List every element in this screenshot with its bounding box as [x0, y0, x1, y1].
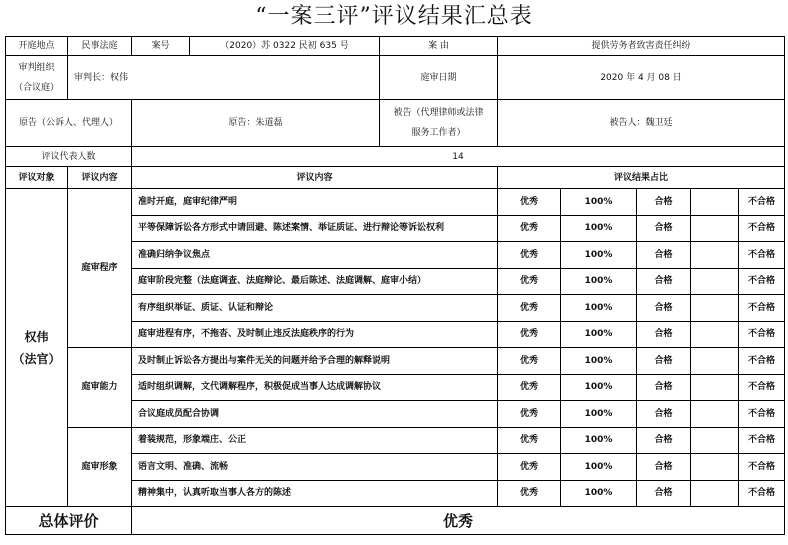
pass-percent-cell: [691, 268, 739, 295]
table-row: [6, 189, 785, 216]
reviewers-label: 评议代表人数: [6, 147, 132, 167]
overall-row: [6, 507, 785, 535]
pass-cell: 合格: [637, 215, 691, 242]
header-row-panel: [6, 56, 785, 100]
item-text: 着装规范，形象端庄、公正: [132, 427, 498, 454]
percent-cell: 100%: [561, 427, 637, 454]
header-row-location: [6, 37, 785, 56]
defendant-value: 被告人：魏卫廷: [498, 100, 785, 147]
pass-cell: 合格: [637, 189, 691, 216]
evaluation-table: [5, 36, 785, 535]
panel-value: 审判长：权伟: [68, 56, 380, 100]
panel-label-line2: （合议庭）: [13, 82, 59, 93]
trial-date-value: 2020 年 4 月 08 日: [498, 56, 785, 100]
fail-cell: 不合格: [739, 189, 785, 216]
grade-cell: 优秀: [498, 268, 561, 295]
percent-cell: 100%: [561, 454, 637, 481]
case-no-label: 案号: [132, 37, 190, 56]
panel-label-line1: 审判组织: [18, 62, 55, 73]
grade-cell: 优秀: [498, 295, 561, 322]
fail-cell: 不合格: [739, 242, 785, 269]
table-row: [6, 348, 785, 375]
court-value: 民事法庭: [68, 37, 132, 56]
col-object-header: 评议对象: [6, 167, 68, 189]
percent-cell: 100%: [561, 189, 637, 216]
panel-label: [6, 56, 68, 100]
col-items-header: 评议内容: [132, 167, 498, 189]
grade-cell: 优秀: [498, 215, 561, 242]
trial-date-label: 庭审日期: [380, 56, 498, 100]
evaluation-rows: [6, 189, 785, 507]
evaluated-person: [6, 189, 68, 507]
pass-cell: 合格: [637, 242, 691, 269]
header-row-reviewers: [6, 147, 785, 167]
overall-label: 总体评价: [6, 507, 132, 535]
item-text: 及时制止诉讼各方提出与案件无关的问题并给予合理的解释说明: [132, 348, 498, 375]
evaluated-person-role: （法官）: [12, 351, 61, 366]
col-ratio-header: 评议结果占比: [498, 167, 785, 189]
pass-percent-cell: [691, 295, 739, 322]
percent-cell: 100%: [561, 348, 637, 375]
table-row: [6, 427, 785, 454]
pass-percent-cell: [691, 189, 739, 216]
pass-cell: 合格: [637, 321, 691, 348]
fail-cell: 不合格: [739, 374, 785, 401]
grade-cell: 优秀: [498, 348, 561, 375]
column-header-row: [6, 167, 785, 189]
percent-cell: 100%: [561, 242, 637, 269]
pass-cell: 合格: [637, 454, 691, 481]
reviewers-value: 14: [132, 147, 785, 167]
plaintiff-label: 原告（公诉人、代理人）: [6, 100, 132, 147]
pass-percent-cell: [691, 242, 739, 269]
pass-percent-cell: [691, 427, 739, 454]
item-text: 庭审进程有序，不拖沓、及时制止违反法庭秩序的行为: [132, 321, 498, 348]
pass-percent-cell: [691, 401, 739, 428]
case-no-value: （2020）苏 0322 民初 635 号: [190, 37, 380, 56]
percent-cell: 100%: [561, 321, 637, 348]
fail-cell: 不合格: [739, 427, 785, 454]
percent-cell: 100%: [561, 268, 637, 295]
grade-cell: 优秀: [498, 454, 561, 481]
fail-cell: 不合格: [739, 268, 785, 295]
pass-cell: 合格: [637, 427, 691, 454]
plaintiff-value: 原告：朱道磊: [132, 100, 380, 147]
percent-cell: 100%: [561, 401, 637, 428]
grade-cell: 优秀: [498, 427, 561, 454]
col-content-header: 评议内容: [68, 167, 132, 189]
item-text: 有序组织举证、质证、认证和辩论: [132, 295, 498, 322]
fail-cell: 不合格: [739, 215, 785, 242]
grade-cell: 优秀: [498, 189, 561, 216]
percent-cell: 100%: [561, 480, 637, 507]
pass-percent-cell: [691, 480, 739, 507]
defendant-label: [380, 100, 498, 147]
fail-cell: 不合格: [739, 480, 785, 507]
group-name: 庭审程序: [68, 189, 132, 348]
percent-cell: 100%: [561, 295, 637, 322]
overall-value: 优秀: [132, 507, 785, 535]
grade-cell: 优秀: [498, 480, 561, 507]
item-text: 精神集中，认真听取当事人各方的陈述: [132, 480, 498, 507]
item-text: 准时开庭，庭审纪律严明: [132, 189, 498, 216]
pass-percent-cell: [691, 454, 739, 481]
defendant-label-line1: 被告（代理律师或法律: [393, 108, 484, 118]
percent-cell: 100%: [561, 374, 637, 401]
pass-cell: 合格: [637, 348, 691, 375]
pass-percent-cell: [691, 321, 739, 348]
group-name: 庭审形象: [68, 427, 132, 507]
fail-cell: 不合格: [739, 295, 785, 322]
fail-cell: 不合格: [739, 401, 785, 428]
page-title: “一案三评”评议结果汇总表: [255, 4, 533, 29]
grade-cell: 优秀: [498, 321, 561, 348]
group-name: 庭审能力: [68, 348, 132, 428]
pass-cell: 合格: [637, 268, 691, 295]
pass-cell: 合格: [637, 374, 691, 401]
cause-label: 案 由: [380, 37, 498, 56]
item-text: 适时组织调解，文代调解程序，积极促成当事人达成调解协议: [132, 374, 498, 401]
fail-cell: 不合格: [739, 321, 785, 348]
item-text: 庭审阶段完整（法庭调查、法庭辩论、最后陈述、法庭调解、庭审小结）: [132, 268, 498, 295]
item-text: 平等保障诉讼各方形式中请回避、陈述案情、举证质证、进行辩论等诉讼权利: [132, 215, 498, 242]
header-row-parties: [6, 100, 785, 147]
pass-cell: 合格: [637, 401, 691, 428]
cause-value: 提供劳务者致害责任纠纷: [498, 37, 785, 56]
grade-cell: 优秀: [498, 242, 561, 269]
grade-cell: 优秀: [498, 401, 561, 428]
fail-cell: 不合格: [739, 348, 785, 375]
percent-cell: 100%: [561, 215, 637, 242]
item-text: 语言文明、准确、流畅: [132, 454, 498, 481]
court-label: 开庭地点: [6, 37, 68, 56]
pass-percent-cell: [691, 215, 739, 242]
pass-cell: 合格: [637, 295, 691, 322]
fail-cell: 不合格: [739, 454, 785, 481]
pass-percent-cell: [691, 374, 739, 401]
pass-cell: 合格: [637, 480, 691, 507]
defendant-label-line2: 服务工作者）: [411, 128, 466, 138]
item-text: 合议庭成员配合协调: [132, 401, 498, 428]
item-text: 准确归纳争议焦点: [132, 242, 498, 269]
evaluated-person-name: 权伟: [24, 329, 49, 344]
pass-percent-cell: [691, 348, 739, 375]
grade-cell: 优秀: [498, 374, 561, 401]
